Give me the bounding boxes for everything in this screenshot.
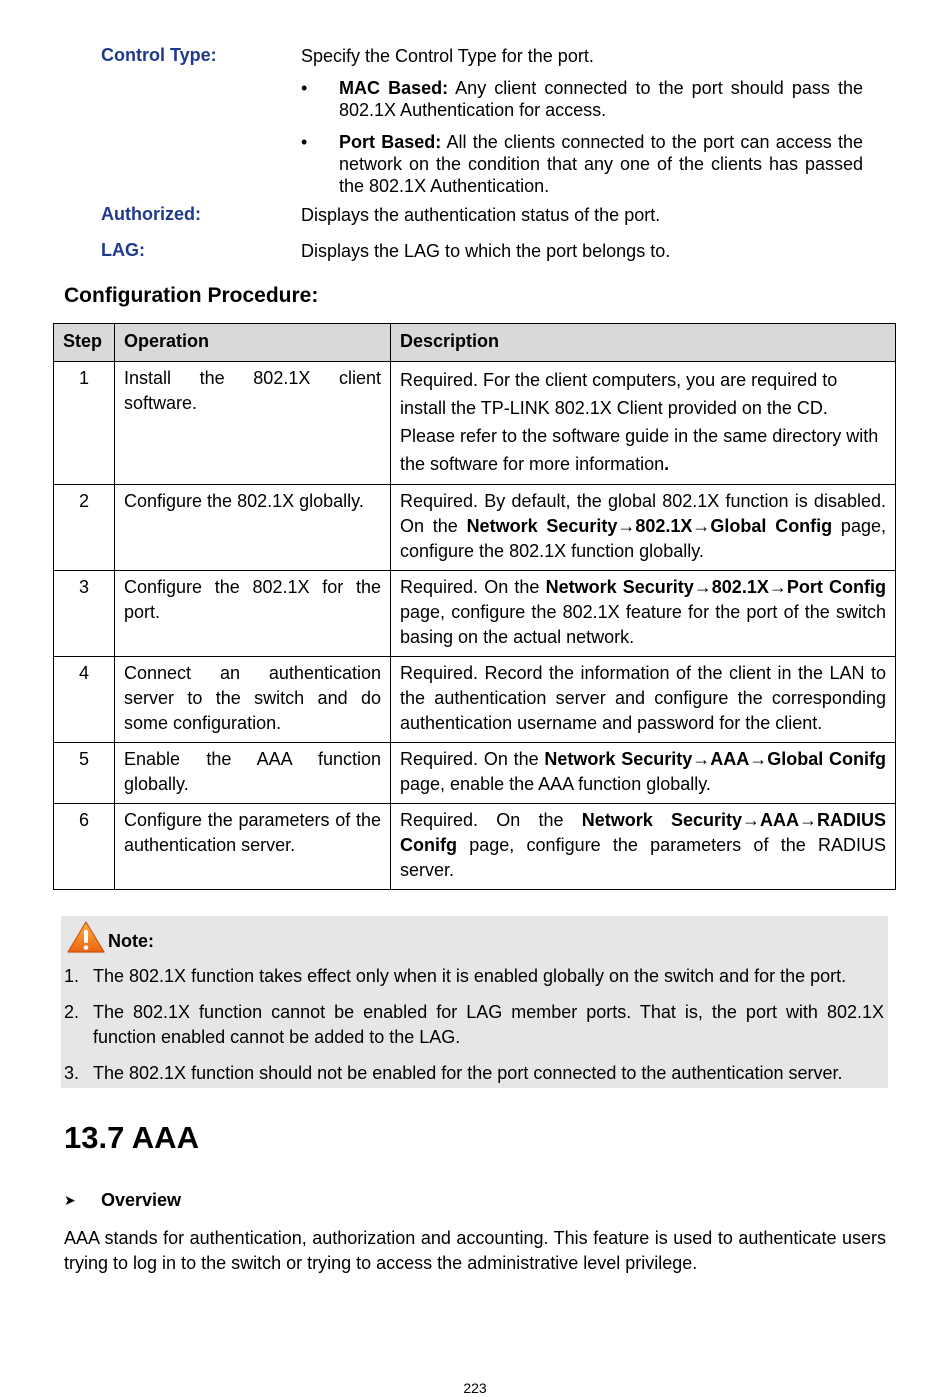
table-header-row <box>54 324 896 362</box>
table-row <box>54 485 896 571</box>
note-header <box>66 920 154 954</box>
step-description: Required. On the Network Security→AAA→RADIUS Conifg page, configure the parameters of the RADIUS server. <box>391 804 896 890</box>
step-number: 5 <box>54 743 115 804</box>
step-operation: Configure the parameters of the authentication server. <box>115 804 391 890</box>
note-item: 2. The 802.1X function cannot be enabled for LAG member ports. That is, the port with 802.1X function enabled cannot be added to the LAG. <box>64 1002 884 1047</box>
control-type-bullets <box>301 77 863 207</box>
overview-label: Overview <box>101 1190 182 1210</box>
header-description: Description <box>391 324 896 362</box>
step-operation: Install the 802.1X client software. <box>115 362 391 485</box>
note-item: 1. The 802.1X function takes effect only when it is enabled globally on the switch and for the port. <box>64 966 847 986</box>
arrow-bullet-icon: ➤ <box>64 1192 76 1208</box>
menu-path: Network Security→802.1X→Global Config <box>466 516 833 536</box>
overview-paragraph: AAA stands for authentication, authorization and accounting. This feature is used to authenticate users trying to log in to the switch or trying to access the administrative level privilege. <box>64 1228 886 1273</box>
term-control-type: Control Type: <box>101 45 217 65</box>
bullet-port-based: • Port Based: All the clients connected to the port can access the network on the condition that any one of the clients has passed the 802.1X Authentication. <box>301 131 863 197</box>
step-number: 3 <box>54 571 115 657</box>
step-number: 6 <box>54 804 115 890</box>
header-step: Step <box>54 324 115 362</box>
step-operation: Configure the 802.1X for the port. <box>115 571 391 657</box>
section-title: 13.7 AAA <box>64 1120 199 1155</box>
desc-control-type: Specify the Control Type for the port. <box>301 46 594 66</box>
menu-path: Network Security→AAA→RADIUS Conifg <box>400 810 886 855</box>
table-row <box>54 571 896 657</box>
note-item: 3. The 802.1X function should not be enabled for the port connected to the authentication server. <box>64 1063 843 1083</box>
desc-lag: Displays the LAG to which the port belongs to. <box>301 241 671 261</box>
menu-path: Network Security→AAA→Global Conifg <box>544 749 887 769</box>
desc-authorized: Displays the authentication status of the port. <box>301 205 661 225</box>
step-description: Required. Record the information of the client in the LAN to the authentication server and configure the corresponding authentication username and password for the client. <box>391 657 896 743</box>
step-operation: Enable the AAA function globally. <box>115 743 391 804</box>
step-operation: Configure the 802.1X globally. <box>115 485 391 571</box>
overview-heading <box>64 1190 181 1211</box>
step-number: 4 <box>54 657 115 743</box>
table-row <box>54 743 896 804</box>
menu-path: Network Security→802.1X→Port Config <box>545 577 886 597</box>
warning-icon <box>66 920 106 954</box>
configuration-procedure-heading: Configuration Procedure: <box>64 284 319 307</box>
term-lag: LAG: <box>101 240 145 260</box>
header-operation: Operation <box>115 324 391 362</box>
term-authorized: Authorized: <box>101 204 201 224</box>
page-number: 223 <box>463 1380 487 1396</box>
step-number: 1 <box>54 362 115 485</box>
table-row <box>54 657 896 743</box>
step-description: Required. By default, the global 802.1X function is disabled. On the Network Security→802.1X→Global Config page, configure the 802.1X function globally. <box>391 485 896 571</box>
note-title: Note: <box>108 931 154 951</box>
note-list <box>61 964 888 1097</box>
step-description: Required. For the client computers, you are required to install the TP-LINK 802.1X Client provided on the CD. Please refer to the software guide in the same directory with the software for more information. <box>391 362 896 485</box>
procedure-table <box>53 323 896 890</box>
bullet-mac-based: • MAC Based: Any client connected to the port should pass the 802.1X Authentication for access. <box>301 77 863 121</box>
step-description: Required. On the Network Security→AAA→Global Conifg page, enable the AAA function globally. <box>391 743 896 804</box>
table-row <box>54 362 896 485</box>
step-operation: Connect an authentication server to the switch and do some configuration. <box>115 657 391 743</box>
note-box <box>61 916 888 1088</box>
table-row <box>54 804 896 890</box>
step-number: 2 <box>54 485 115 571</box>
step-description: Required. On the Network Security→802.1X→Port Config page, configure the 802.1X feature for the port of the switch basing on the actual network. <box>391 571 896 657</box>
